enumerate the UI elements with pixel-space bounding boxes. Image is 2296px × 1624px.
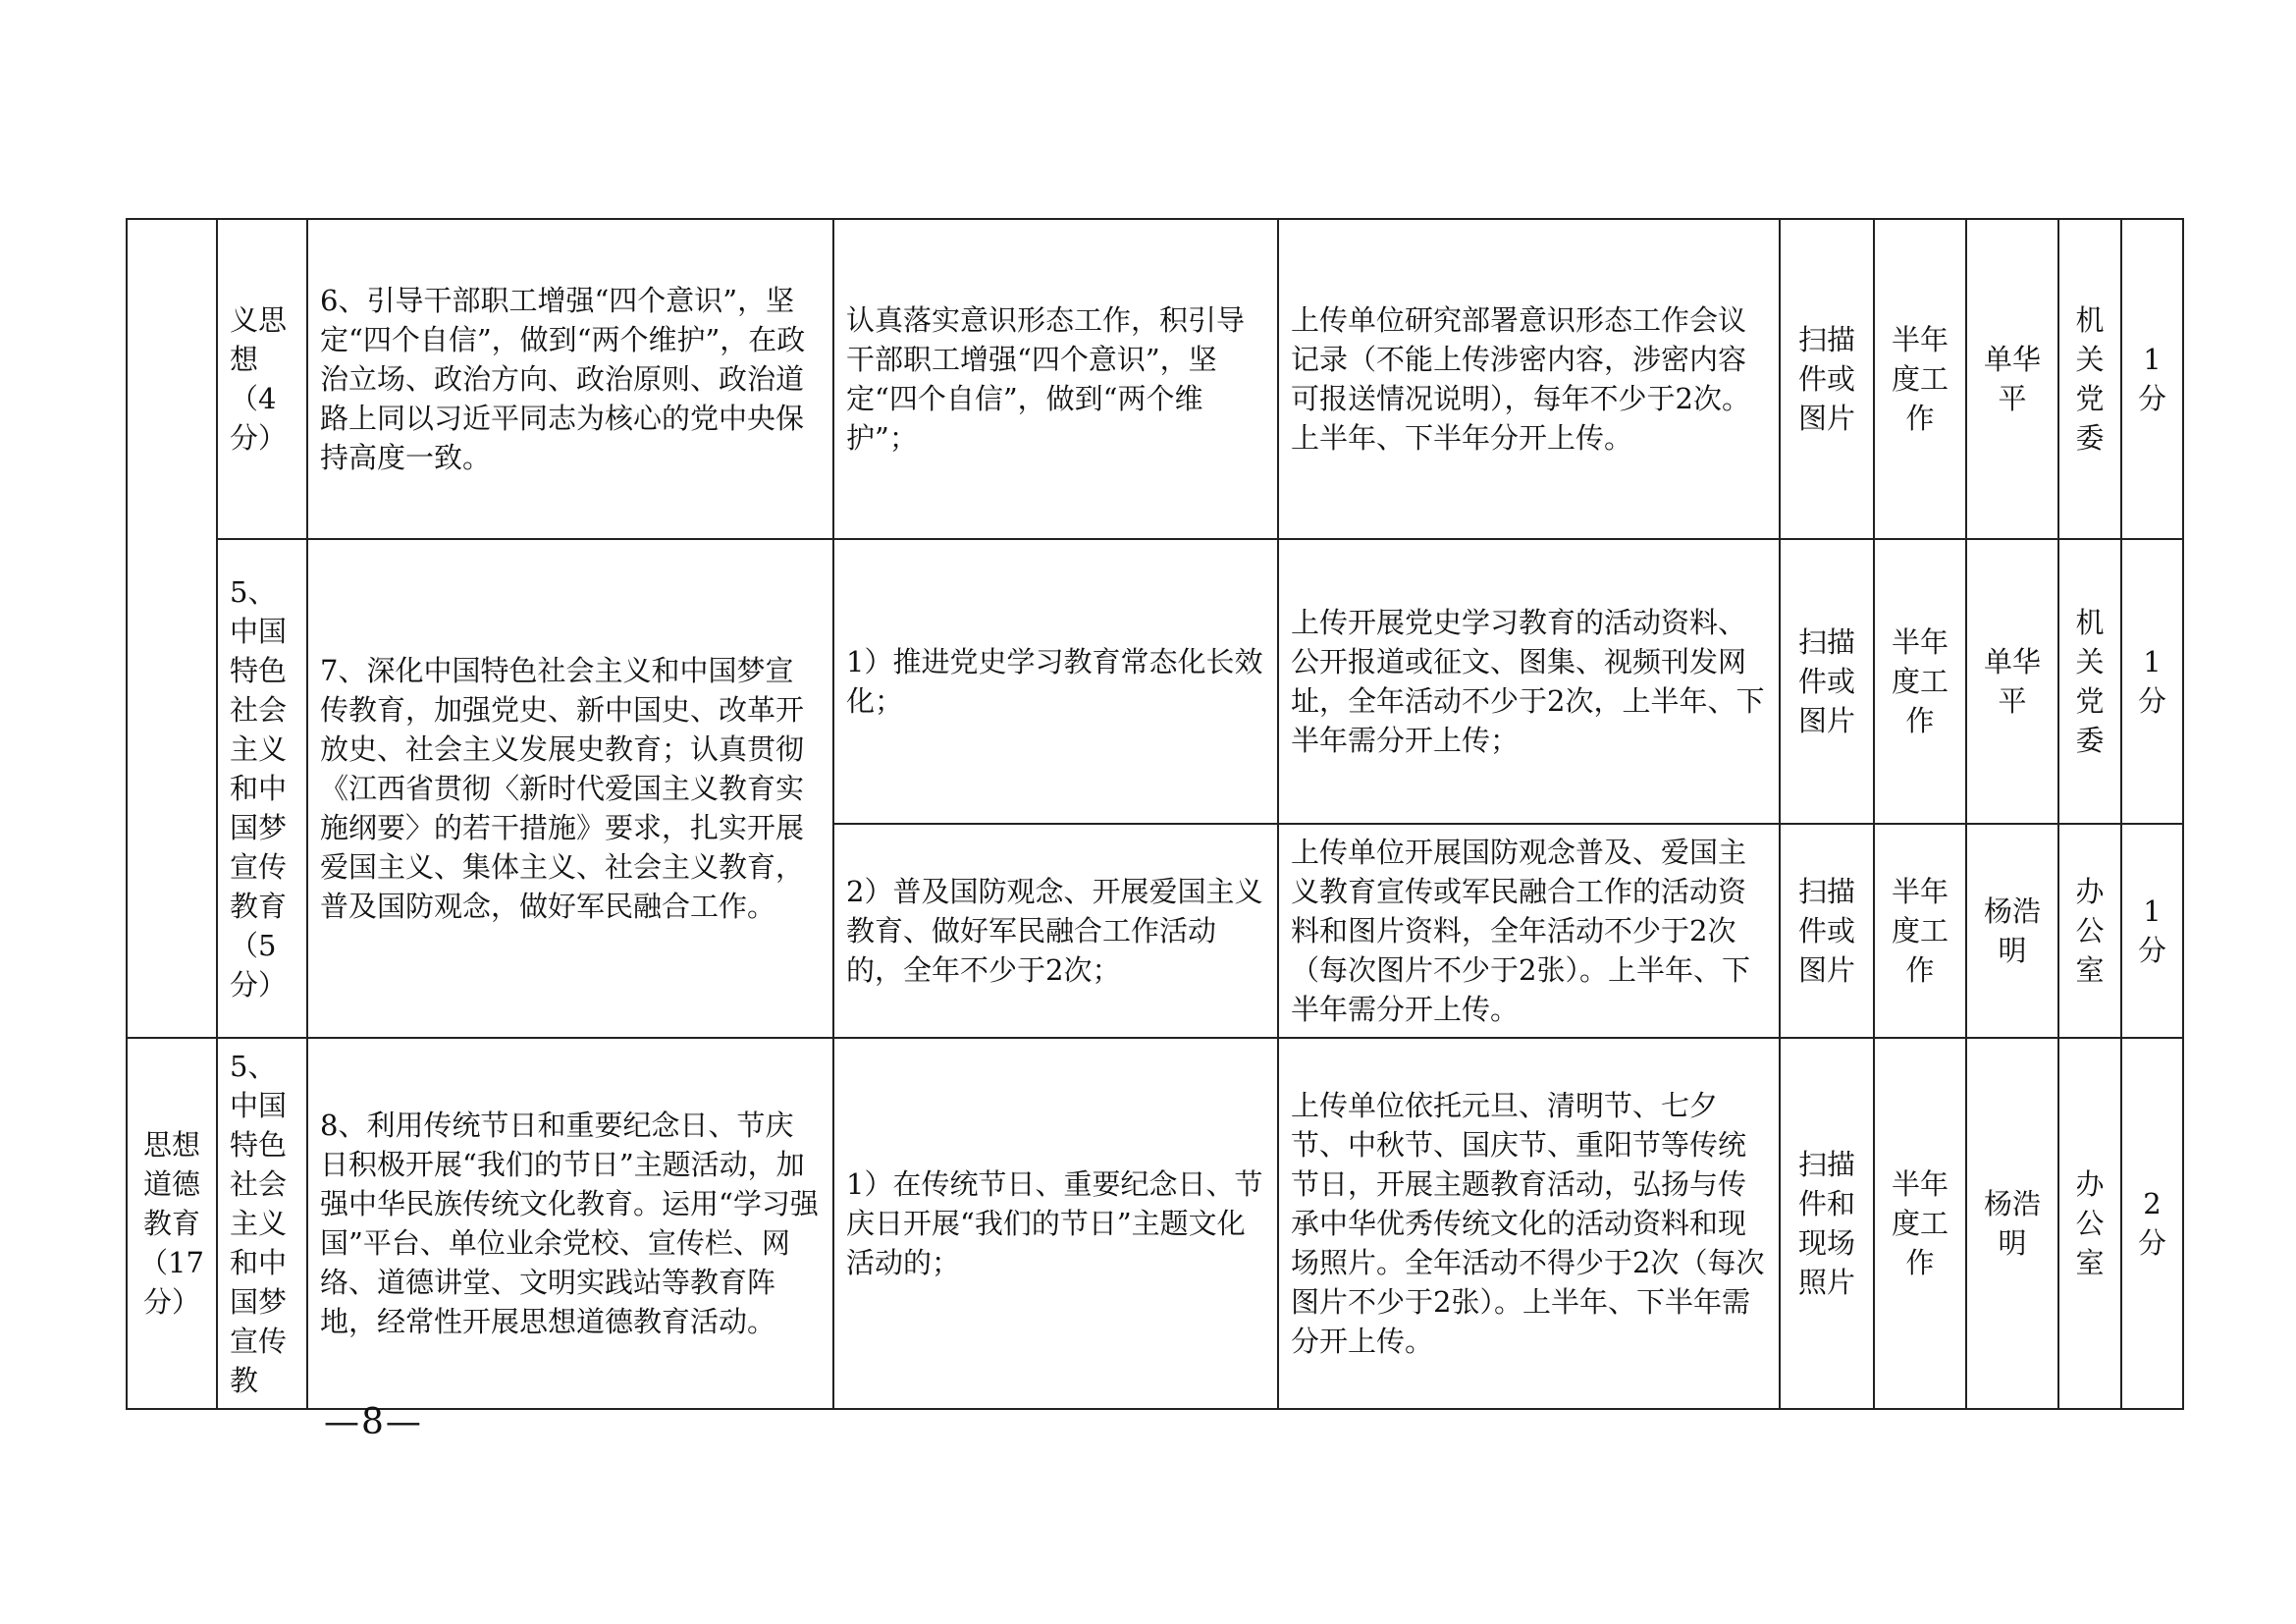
form-cell: 扫描件或图片 (1780, 824, 1874, 1038)
frequency-cell: 半年度工作 (1874, 219, 1966, 539)
subitem-cell: 义思想（4分） (217, 219, 307, 539)
task-cell: 2）普及国防观念、开展爱国主义教育、做好军民融合工作活动的，全年不少于2次； (833, 824, 1278, 1038)
page-number: —8— (324, 1402, 423, 1442)
task-cell: 认真落实意识形态工作，积引导干部职工增强“四个意识”，坚定“四个自信”，做到“两个维护”； (833, 219, 1278, 539)
frequency-cell: 半年度工作 (1874, 1038, 1966, 1409)
table-row (127, 219, 2183, 539)
requirement-cell: 上传开展党史学习教育的活动资料、公开报道或征文、图集、视频刊发网址，全年活动不少于2次，上半年、下半年需分开上传； (1278, 539, 1780, 824)
form-cell: 扫描件和现场照片 (1780, 1038, 1874, 1409)
table-row (127, 539, 2183, 824)
form-cell: 扫描件或图片 (1780, 539, 1874, 824)
department-cell: 机关党委 (2058, 219, 2121, 539)
person-cell: 杨浩明 (1966, 824, 2058, 1038)
score-cell: 1分 (2121, 824, 2183, 1038)
requirement-cell: 上传单位开展国防观念普及、爱国主义教育宣传或军民融合工作的活动资料和图片资料，全年活动不少于2次（每次图片不少于2张）。上半年、下半年需分开上传。 (1278, 824, 1780, 1038)
person-cell: 单华平 (1966, 219, 2058, 539)
table-row (127, 1038, 2183, 1409)
score-cell: 2分 (2121, 1038, 2183, 1409)
person-cell: 杨浩明 (1966, 1038, 2058, 1409)
subitem-cell: 5、中国特色社会主义和中国梦宣传教 (217, 1038, 307, 1409)
score-cell: 1分 (2121, 539, 2183, 824)
category-cell (127, 219, 217, 1038)
category-cell: 思想道德教育（17分） (127, 1038, 217, 1409)
subitem-cell: 5、中国特色社会主义和中国梦宣传教育（5分） (217, 539, 307, 1038)
frequency-cell: 半年度工作 (1874, 824, 1966, 1038)
standard-cell: 7、深化中国特色社会主义和中国梦宣传教育，加强党史、新中国史、改革开放史、社会主义发展史教育；认真贯彻《江西省贯彻〈新时代爱国主义教育实施纲要〉的若干措施》要求，扎实开展爱国主义、集体主义、社会主义教育，普及国防观念，做好军民融合工作。 (307, 539, 833, 1038)
standard-cell: 8、利用传统节日和重要纪念日、节庆日积极开展“我们的节日”主题活动，加强中华民族传统文化教育。运用“学习强国”平台、单位业余党校、宣传栏、网络、道德讲堂、文明实践站等教育阵地，经常性开展思想道德教育活动。 (307, 1038, 833, 1409)
standard-cell: 6、引导干部职工增强“四个意识”，坚定“四个自信”，做到“两个维护”，在政治立场、政治方向、政治原则、政治道路上同以习近平同志为核心的党中央保持高度一致。 (307, 219, 833, 539)
task-cell: 1）推进党史学习教育常态化长效化； (833, 539, 1278, 824)
form-cell: 扫描件或图片 (1780, 219, 1874, 539)
assessment-table (126, 218, 2184, 1410)
requirement-cell: 上传单位研究部署意识形态工作会议记录（不能上传涉密内容，涉密内容可报送情况说明），每年不少于2次。上半年、下半年分开上传。 (1278, 219, 1780, 539)
department-cell: 办公室 (2058, 824, 2121, 1038)
person-cell: 单华平 (1966, 539, 2058, 824)
department-cell: 机关党委 (2058, 539, 2121, 824)
task-cell: 1）在传统节日、重要纪念日、节庆日开展“我们的节日”主题文化活动的； (833, 1038, 1278, 1409)
frequency-cell: 半年度工作 (1874, 539, 1966, 824)
score-cell: 1分 (2121, 219, 2183, 539)
department-cell: 办公室 (2058, 1038, 2121, 1409)
requirement-cell: 上传单位依托元旦、清明节、七夕节、中秋节、国庆节、重阳节等传统节日，开展主题教育活动，弘扬与传承中华优秀传统文化的活动资料和现场照片。全年活动不得少于2次（每次图片不少于2张）。上半年、下半年需分开上传。 (1278, 1038, 1780, 1409)
